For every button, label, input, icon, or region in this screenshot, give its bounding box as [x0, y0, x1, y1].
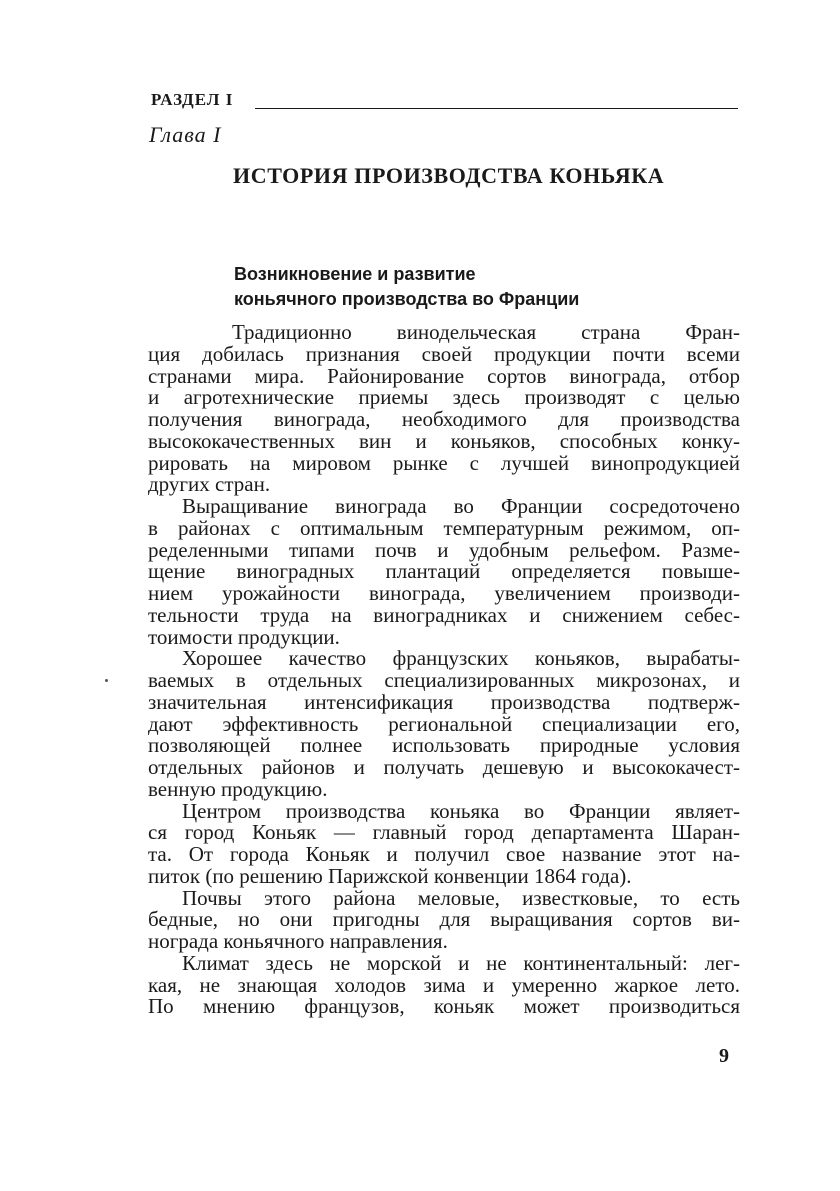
body-text — [148, 322, 740, 1018]
paragraph — [148, 496, 740, 648]
text-line: других стран. — [148, 472, 271, 497]
text-line: Хорошее качество французских коньяков, вырабаты- — [182, 646, 740, 671]
subsection-heading — [234, 262, 579, 312]
text-line: ся город Коньяк — главный город департамента Шаран- — [148, 820, 740, 845]
subsection-heading-line-1: Возникновение и развитие — [234, 264, 476, 284]
text-line: в районах с оптимальным температурным режимом, оп- — [148, 515, 740, 540]
text-line: ваемых в отдельных специализированных микрозонах, и — [148, 668, 740, 692]
text-line: Климат здесь не морской и не континентальный: лег- — [182, 950, 740, 975]
text-line: ределенными типами почв и удобным рельефом. Разме- — [148, 537, 740, 562]
text-line: ция добилась признания своей продукции почти всеми — [148, 341, 740, 366]
text-line: венную продукцию. — [148, 776, 328, 801]
text-line: позволяющей полнее использовать природные условия — [148, 733, 740, 758]
text-line: кая, не знающая холодов зима и умеренно жаркое лето. — [148, 972, 740, 997]
text-line: Почвы этого района меловые, известковые, то есть — [182, 885, 740, 910]
paragraph — [148, 648, 740, 800]
text-line: Традиционно винодельческая страна Фран- — [232, 320, 740, 344]
text-line: значительная интенсификация производства подтверж- — [148, 689, 740, 714]
text-line: бедные, но они пригодны для выращивания сортов ви- — [148, 907, 740, 932]
paragraph — [148, 798, 740, 888]
paragraph — [148, 885, 740, 953]
text-line: дают эффективность региональной специализации его, — [148, 711, 740, 736]
section-label: РАЗДЕЛ I — [151, 90, 234, 109]
text-line: Центром производства коньяка во Франции являет- — [182, 798, 740, 823]
text-line: щение виноградных плантаций определяется повыше- — [148, 559, 740, 584]
text-line: тоимости продукции. — [148, 624, 340, 649]
stray-mark — [105, 679, 108, 682]
text-line: рировать на мировом рынке с лучшей винопродукцией — [148, 450, 740, 475]
text-line: получения винограда, необходимого для производства — [148, 407, 740, 431]
subsection-heading-line-2: коньячного производства во Франции — [234, 289, 580, 309]
chapter-title: ИСТОРИЯ ПРОИЗВОДСТВА КОНЬЯКА — [233, 163, 665, 188]
text-line: странами мира. Районирование сортов винограда, отбор — [148, 363, 740, 388]
text-line: высококачественных вин и коньяков, способных конку- — [148, 428, 740, 453]
page-number: 9 — [719, 1045, 729, 1067]
text-line: тельности труда на виноградниках и снижением себес- — [148, 602, 740, 627]
text-line: По мнению французов, коньяк может производиться — [148, 994, 740, 1019]
text-line: и агротехнические приемы здесь производят с целью — [148, 385, 740, 410]
text-line: та. От города Коньяк и получил свое название этот на- — [148, 842, 740, 866]
text-line: питок (по решению Парижской конвенции 1864 года). — [148, 863, 632, 888]
chapter-label: Глава I — [149, 122, 222, 147]
text-line: Выращивание винограда во Франции сосредоточено — [182, 494, 740, 518]
text-line: нограда коньячного направления. — [148, 929, 448, 953]
paragraph — [148, 322, 740, 496]
text-line: нием урожайности винограда, увеличением производи- — [148, 581, 740, 605]
paragraph — [148, 950, 740, 1019]
section-rule — [255, 108, 738, 109]
text-line: отдельных районов и получать дешевую и высококачест- — [148, 755, 740, 779]
